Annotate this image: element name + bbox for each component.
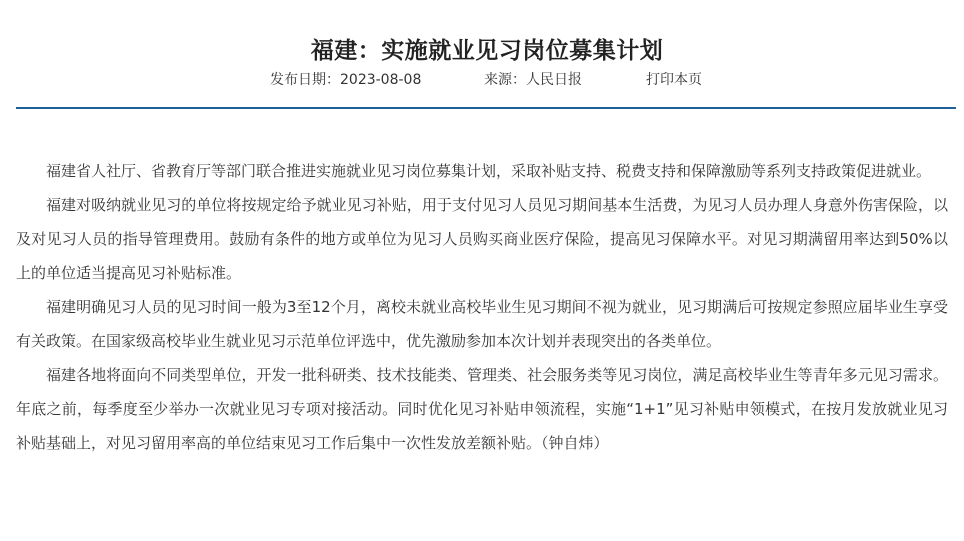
article-paragraph: 福建各地将面向不同类型单位，开发一批科研类、技术技能类、管理类、社会服务类等见习岗位，满足高校毕业生等青年多元见习需求。年底之前，每季度至少举办一次就业见习专项对接活动。同时优化见习补贴申领流程，实施“1+1”见习补贴申领模式，在按月发放就业见习补贴基础上，对见习留用率高的单位结束见习工作后集中一次性发放差额补贴。（钟自炜）: [16, 366, 948, 452]
article-source: 来源：人民日报: [484, 72, 582, 88]
article-paragraph: 福建明确见习人员的见习时间一般为3至12个月，离校未就业高校毕业生见习期间不视为就业，见习期满后可按规定参照应届毕业生享受有关政策。在国家级高校毕业生就业见习示范单位评选中，优先激励参加本次计划并表现突出的各类单位。: [16, 298, 948, 350]
article-meta: [0, 70, 964, 90]
article-paragraph: 福建对吸纳就业见习的单位将按规定给予就业见习补贴，用于支付见习人员见习期间基本生活费，为见习人员办理人身意外伤害保险，以及对见习人员的指导管理费用。鼓励有条件的地方或单位为见习人员购买商业医疗保险，提高见习保障水平。对见习期满留用率达到50%以上的单位适当提高见习补贴标准。: [16, 196, 948, 282]
print-page-link[interactable]: 打印本页: [646, 72, 702, 88]
publish-date: 发布日期：2023-08-08: [270, 72, 422, 88]
title-divider: [16, 107, 956, 109]
article-title: 福建：实施就业见习岗位募集计划: [310, 38, 664, 65]
article-paragraph: 福建省人社厅、省教育厅等部门联合推进实施就业见习岗位募集计划，采取补贴支持、税费支持和保障激励等系列支持政策促进就业。: [46, 162, 932, 180]
article-body: [16, 154, 948, 460]
